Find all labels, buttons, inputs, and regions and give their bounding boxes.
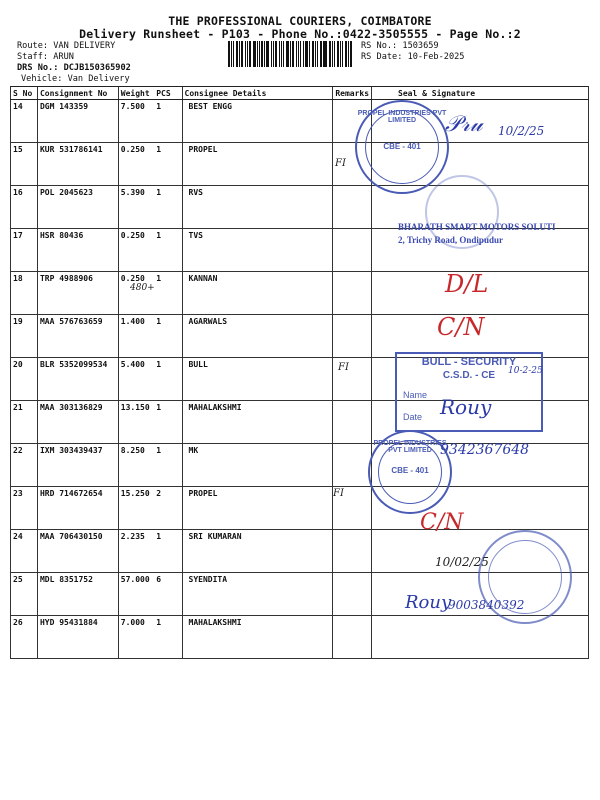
barcode-bar bbox=[236, 41, 239, 67]
route-label: Route: VAN DELIVERY bbox=[17, 41, 116, 51]
col-header-weight: Weight bbox=[118, 87, 154, 100]
col-header-sno: S No bbox=[11, 87, 38, 100]
cell-remarks bbox=[333, 315, 372, 358]
report-title: THE PROFESSIONAL COURIERS, COIMBATORE bbox=[168, 14, 432, 28]
cell-consignment: HSR 80436 bbox=[37, 229, 118, 272]
cell-weight: 2.235 bbox=[118, 530, 154, 573]
barcode-bar bbox=[233, 41, 234, 67]
barcode-bar bbox=[257, 41, 258, 67]
bull-name-label: Name bbox=[403, 390, 428, 400]
cell-consignment: BLR 5352099534 bbox=[37, 358, 118, 401]
col-header-consignment: Consignment No bbox=[37, 87, 118, 100]
cell-remarks bbox=[333, 573, 372, 616]
cell-pcs: 1 bbox=[154, 616, 182, 659]
barcode-bar bbox=[273, 41, 274, 67]
bharath-stamp bbox=[398, 222, 555, 245]
barcode-bar bbox=[283, 41, 284, 67]
cell-consignee: BEST ENGG bbox=[182, 100, 333, 143]
stamp-text: PROPEL INDUSTRIES PVT LIMITED bbox=[357, 110, 447, 124]
barcode-bar bbox=[300, 41, 302, 67]
staff-label: Staff: ARUN bbox=[17, 52, 74, 62]
report-subtitle: Delivery Runsheet - P103 - Phone No.:0422-3505555 - Page No.:2 bbox=[79, 27, 521, 41]
rs-date: RS Date: 10-Feb-2025 bbox=[361, 52, 465, 62]
table-row bbox=[11, 143, 589, 186]
cell-sno: 20 bbox=[11, 358, 38, 401]
cell-weight: 7.000 bbox=[118, 616, 154, 659]
barcode-bar bbox=[249, 41, 251, 67]
handwritten-phone-row26: 9003840392 bbox=[448, 598, 525, 612]
barcode-bar bbox=[290, 41, 291, 67]
cell-consignee: SYENDITA bbox=[182, 573, 333, 616]
barcode-bar bbox=[303, 41, 304, 67]
barcode-bar bbox=[239, 41, 240, 67]
cell-remarks bbox=[333, 444, 372, 487]
propel-stamp-1 bbox=[355, 100, 449, 194]
cell-consignment: HYD 95431884 bbox=[37, 616, 118, 659]
cell-consignee: MK bbox=[182, 444, 333, 487]
stamp-text: PROPEL INDUSTRIES PVT LIMITED bbox=[373, 440, 447, 454]
cell-consignment: DGM 143359 bbox=[37, 100, 118, 143]
cell-sno: 22 bbox=[11, 444, 38, 487]
cell-pcs: 2 bbox=[154, 487, 182, 530]
cell-consignment: HRD 714672654 bbox=[37, 487, 118, 530]
col-header-pcs: PCS bbox=[154, 87, 182, 100]
barcode-bar bbox=[281, 41, 282, 67]
cell-consignment: TRP 4988906 bbox=[37, 272, 118, 315]
cell-consignee: MAHALAKSHMI bbox=[182, 401, 333, 444]
barcode-bar bbox=[292, 41, 294, 67]
cell-remarks bbox=[333, 401, 372, 444]
barcode-bar bbox=[329, 41, 331, 67]
cell-consignment: KUR 531786141 bbox=[37, 143, 118, 186]
cell-sno: 15 bbox=[11, 143, 38, 186]
cell-pcs: 6 bbox=[154, 573, 182, 616]
drs-number: DRS No.: DCJB150365902 bbox=[17, 63, 131, 73]
cell-consignee: MAHALAKSHMI bbox=[182, 616, 333, 659]
cell-consignee: RVS bbox=[182, 186, 333, 229]
barcode-bar bbox=[286, 41, 289, 67]
barcode-bar bbox=[320, 41, 322, 67]
cell-weight: 0.250 bbox=[118, 272, 154, 315]
barcode-bar bbox=[345, 41, 348, 67]
cell-remarks bbox=[333, 229, 372, 272]
signature-date-row14: 10/2/25 bbox=[498, 124, 545, 138]
cell-weight: 13.150 bbox=[118, 401, 154, 444]
cell-remarks bbox=[333, 186, 372, 229]
handwritten-cn-row19: C/N bbox=[437, 313, 485, 341]
bull-title: BULL - SECURITY bbox=[421, 356, 517, 368]
cell-consignee: AGARWALS bbox=[182, 315, 333, 358]
cell-pcs: 1 bbox=[154, 272, 182, 315]
barcode-bar bbox=[317, 41, 318, 67]
bharath-line1: BHARATH SMART MOTORS SOLUTI bbox=[398, 222, 556, 232]
cell-consignee: PROPEL bbox=[182, 143, 333, 186]
barcode-bar bbox=[266, 41, 269, 67]
barcode-bar bbox=[337, 41, 339, 67]
cell-consignee: PROPEL bbox=[182, 487, 333, 530]
cell-sno: 23 bbox=[11, 487, 38, 530]
cell-consignment: POL 2045623 bbox=[37, 186, 118, 229]
barcode-bar bbox=[296, 41, 297, 67]
barcode-bar bbox=[245, 41, 246, 67]
barcode-bar bbox=[340, 41, 341, 67]
barcode-bar bbox=[312, 41, 314, 67]
stamp-code: CBE - 401 bbox=[391, 466, 429, 475]
cell-sno: 16 bbox=[11, 186, 38, 229]
cell-pcs: 1 bbox=[154, 530, 182, 573]
cell-sno: 19 bbox=[11, 315, 38, 358]
barcode-bar bbox=[247, 41, 248, 67]
cell-weight: 5.400 bbox=[118, 358, 154, 401]
col-header-remarks: Remarks bbox=[333, 87, 372, 100]
barcode-bar bbox=[228, 41, 230, 67]
vehicle-label: Vehicle: Van Delivery bbox=[21, 74, 130, 84]
barcode-bar bbox=[241, 41, 243, 67]
cell-remarks bbox=[333, 272, 372, 315]
barcode-bar bbox=[334, 41, 335, 67]
cell-pcs: 1 bbox=[154, 444, 182, 487]
handwritten-phone: 9342367648 bbox=[440, 442, 530, 458]
fi-mark: FI bbox=[335, 158, 346, 169]
barcode-bar bbox=[324, 41, 327, 67]
signature-date-row25: 10/02/25 bbox=[435, 555, 489, 569]
cell-pcs: 1 bbox=[154, 401, 182, 444]
col-header-seal: Seal & Signature bbox=[372, 87, 589, 100]
barcode-bar bbox=[279, 41, 281, 67]
cell-consignment: MAA 706430150 bbox=[37, 530, 118, 573]
barcode-bar bbox=[271, 41, 272, 67]
cell-sno: 18 bbox=[11, 272, 38, 315]
cell-pcs: 1 bbox=[154, 143, 182, 186]
cell-consignment: MAA 303136829 bbox=[37, 401, 118, 444]
cell-consignment: MDL 8351752 bbox=[37, 573, 118, 616]
barcode-bar bbox=[342, 41, 343, 67]
cell-weight: 0.250 bbox=[118, 229, 154, 272]
cell-sno: 25 bbox=[11, 573, 38, 616]
signature-row14: 𝒫𝓇𝓊 bbox=[445, 112, 483, 137]
cell-pcs: 1 bbox=[154, 358, 182, 401]
barcode-bar bbox=[253, 41, 256, 67]
cell-pcs: 1 bbox=[154, 100, 182, 143]
cell-pcs: 1 bbox=[154, 229, 182, 272]
barcode-bar bbox=[309, 41, 310, 67]
bull-date-label: Date bbox=[403, 412, 423, 422]
cell-remarks bbox=[333, 530, 372, 573]
barcode bbox=[228, 41, 354, 67]
bull-sub: C.S.D. - CE bbox=[442, 370, 496, 381]
barcode-bar bbox=[323, 41, 324, 67]
table-row bbox=[11, 616, 589, 659]
cell-weight: 0.250 bbox=[118, 143, 154, 186]
cell-weight: 8.250 bbox=[118, 444, 154, 487]
cell-seal bbox=[372, 616, 589, 659]
col-header-consignee: Consignee Details bbox=[182, 87, 333, 100]
rs-number: RS No.: 1503659 bbox=[361, 41, 439, 51]
cell-consignment: IXM 303439437 bbox=[37, 444, 118, 487]
fi-mark: FI bbox=[338, 362, 349, 373]
signature-bull: Rouy bbox=[440, 395, 492, 419]
barcode-bar bbox=[275, 41, 277, 67]
fi-mark: FI bbox=[333, 488, 344, 499]
stamp-code: CBE - 401 bbox=[383, 142, 421, 151]
cell-weight: 57.000 bbox=[118, 573, 154, 616]
cell-consignee: TVS bbox=[182, 229, 333, 272]
cell-pcs: 1 bbox=[154, 315, 182, 358]
bull-security-stamp bbox=[395, 352, 543, 432]
cell-consignee: BULL bbox=[182, 358, 333, 401]
table-row bbox=[11, 487, 589, 530]
cell-consignee: SRI KUMARAN bbox=[182, 530, 333, 573]
barcode-bar bbox=[259, 41, 260, 67]
signature-row26: Rouy bbox=[405, 592, 452, 613]
bharath-line2: 2, Trichy Road, Ondipudur bbox=[398, 235, 503, 245]
barcode-bar bbox=[350, 41, 352, 67]
cell-pcs: 1 bbox=[154, 186, 182, 229]
barcode-bar bbox=[298, 41, 299, 67]
barcode-bar bbox=[261, 41, 263, 67]
handwritten-note-row18: 480+ bbox=[130, 283, 155, 293]
table-header-row bbox=[11, 87, 589, 100]
cell-weight: 5.390 bbox=[118, 186, 154, 229]
cell-remarks bbox=[333, 616, 372, 659]
barcode-bar bbox=[332, 41, 333, 67]
cell-sno: 17 bbox=[11, 229, 38, 272]
cell-weight: 7.500 bbox=[118, 100, 154, 143]
barcode-bar bbox=[305, 41, 308, 67]
cell-consignee: KANNAN bbox=[182, 272, 333, 315]
handwritten-cn-row24: C/N bbox=[420, 510, 464, 535]
cell-sno: 26 bbox=[11, 616, 38, 659]
handwritten-bull-note: 10-2-25 bbox=[508, 366, 543, 376]
cell-sno: 14 bbox=[11, 100, 38, 143]
barcode-bar bbox=[231, 41, 232, 67]
cell-sno: 21 bbox=[11, 401, 38, 444]
handwritten-dl: D/L bbox=[445, 270, 489, 298]
cell-weight: 15.250 bbox=[118, 487, 154, 530]
barcode-bar bbox=[264, 41, 265, 67]
cell-consignment: MAA 576763659 bbox=[37, 315, 118, 358]
barcode-bar bbox=[315, 41, 316, 67]
barcode-bar bbox=[348, 41, 349, 67]
table-row bbox=[11, 272, 589, 315]
cell-sno: 24 bbox=[11, 530, 38, 573]
cell-weight: 1.400 bbox=[118, 315, 154, 358]
